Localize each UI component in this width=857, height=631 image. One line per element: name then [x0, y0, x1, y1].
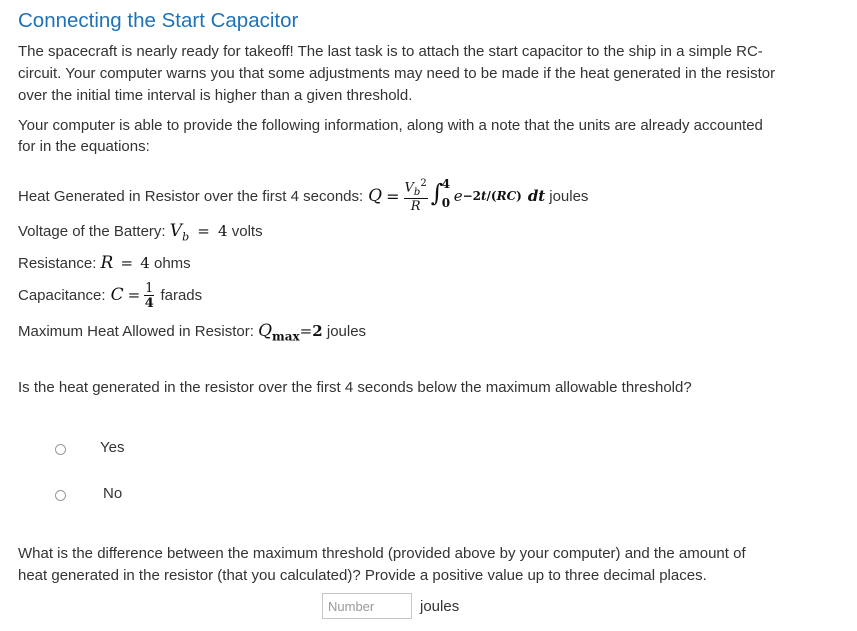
resistance-symbol: R: [100, 253, 114, 273]
heat-unit: joules: [549, 187, 589, 205]
max-heat-symbol: $Q_{max}$: [258, 321, 300, 344]
max-heat-value: 2: [312, 322, 323, 340]
page-title: Connecting the Start Capacitor: [18, 9, 299, 32]
question-2: What is the difference between the maximum threshold (provided above by your computer) and the amount of heat generated in the resistor (that you calculated)? Provide a positive value up to three decimal places.: [18, 545, 746, 584]
capacitance-denominator: 4: [144, 296, 154, 311]
max-heat-unit: joules: [326, 323, 367, 340]
heat-label: Heat Generated in Resistor over the first 4 seconds:: [18, 187, 364, 205]
integral-lower-limit: 0: [441, 196, 451, 210]
option-yes-label: Yes: [100, 439, 125, 456]
answer-row: [322, 593, 459, 619]
option-no[interactable]: [55, 485, 123, 502]
heat-symbol: Q: [368, 186, 383, 206]
capacitance-line: Capacitance: C = $\frac{1}{4}$ farads: [18, 281, 203, 311]
capacitance-fraction: [144, 282, 154, 310]
exponent: −2t/(RC): [462, 189, 522, 203]
intro-paragraph: The spacecraft is nearly ready for takeoff! The last task is to attach the start capacitor to the ship in a simple RC-circuit. Your computer warns you that some adjustments may need to be made if the heat generated in the resistor over the initial time interval is higher than a given threshold.: [18, 43, 776, 104]
voltage-unit: volts: [231, 223, 263, 240]
answer-unit: joules: [420, 597, 460, 615]
heat-fraction: [404, 179, 428, 213]
integral-sign: [430, 177, 453, 211]
integral-symbol: ∫: [430, 179, 444, 207]
capacitance-label: Capacitance:: [18, 286, 106, 304]
max-heat-label: Maximum Heat Allowed in Resistor:: [18, 323, 254, 340]
fraction-numerator: $V_b^2$: [404, 178, 427, 198]
exponential-base: e: [453, 187, 463, 205]
capacitance-unit: farads: [160, 286, 203, 304]
fraction-denominator: R: [410, 198, 421, 214]
voltage-value: 4: [218, 222, 228, 240]
voltage-line: Voltage of the Battery: $V_b = 4$ volts: [18, 221, 263, 244]
capacitance-numerator: 1: [145, 281, 154, 296]
capacitance-symbol: C: [110, 285, 124, 305]
radio-no[interactable]: [55, 490, 66, 501]
heat-line: [18, 176, 588, 216]
resistance-label: Resistance:: [18, 255, 97, 272]
voltage-label: Voltage of the Battery:: [18, 223, 166, 240]
differential: dt: [527, 187, 546, 205]
option-yes[interactable]: [55, 439, 125, 456]
integral-upper-limit: 4: [441, 177, 451, 191]
question-1: Is the heat generated in the resistor over the first 4 seconds below the maximum allowable threshold?: [18, 379, 692, 396]
radio-yes[interactable]: [55, 444, 66, 455]
resistance-value: 4: [140, 254, 150, 272]
info-intro-paragraph: Your computer is able to provide the following information, along with a note that the units are already accounted for in the equations:: [18, 117, 763, 155]
resistance-unit: ohms: [154, 255, 191, 272]
max-heat-line: Maximum Heat Allowed in Resistor: $Q_{max}=2$ joules: [18, 321, 367, 344]
resistance-line: Resistance: R = 4 ohms: [18, 253, 191, 273]
answer-number-input[interactable]: [322, 593, 412, 619]
option-no-label: No: [103, 485, 123, 502]
voltage-symbol: $V_b$: [169, 221, 190, 244]
equals-sign: =: [386, 186, 400, 206]
